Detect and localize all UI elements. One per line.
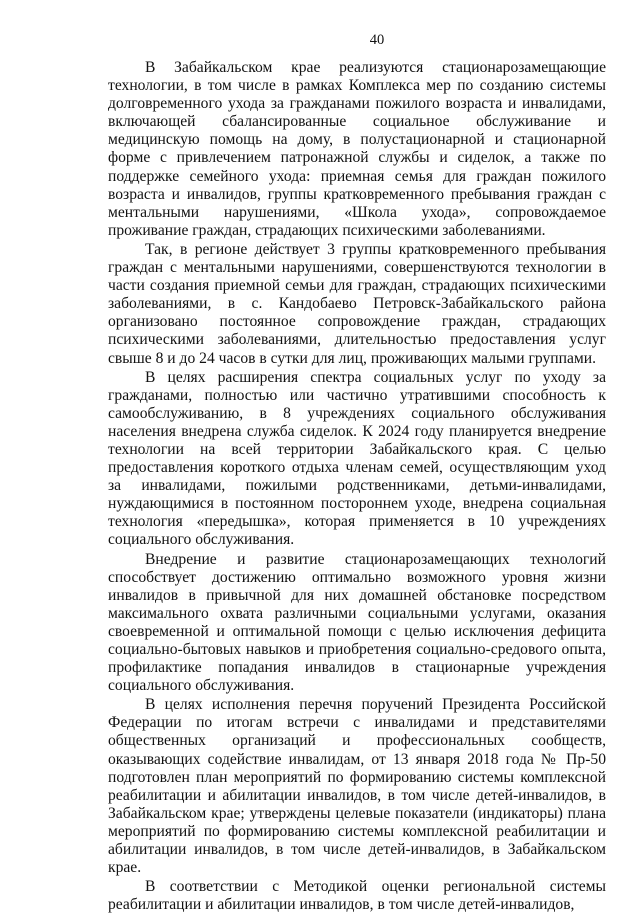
page-number: 40 — [369, 32, 385, 48]
paragraph-methodology: В соответствии с Методикой оценки региональной системы реабилитации и абилитации инвалидов, в том числе детей-инвалидов, — [108, 878, 606, 914]
paragraph-short-stay-groups: Так, в регионе действует 3 группы кратковременного пребывания граждан с ментальными нарушениями, совершенствуются технологии в части создания приемной семьи для граждан, страдающих психическими заболеваниями, в с. Кандобаево Петровск-Забайкальского района организовано постоянное сопровождение граждан, страдающих психическими заболеваниями, длительностью предоставления услуг свыше 8 и до 24 часов в сутки для лиц, проживающих малыми группами. — [108, 240, 606, 367]
paragraph-development-benefits: Внедрение и развитие стационарозамещающих технологий способствует достижению оптимально возможного уровня жизни инвалидов в привычной для них домашней обстановке посредством максимального охвата различными социальными услугами, оказания своевременной и оптимальной помощи с целью исключения дефицита социально-бытовых навыков и приобретения социально-средового опыта, профилактике попадания инвалидов в стационарные учреждения социального обслуживания. — [108, 550, 606, 695]
paragraph-stationary-replacing-technologies: В Забайкальском крае реализуются стационарозамещающие технологии, в том числе в рамках Комплекса мер по созданию системы долговременного ухода за гражданами пожилого возраста и инвалидами, включающей сбалансированные социальное обслуживание и медицинскую помощь на дому, в полустационарной и стационарной форме с привлечением патронажной службы и сиделок, а также по поддержке семейного ухода: приемная семья для граждан пожилого возраста и инвалидов, группы кратковременного пребывания граждан с ментальными нарушениями, «Школа ухода», сопровождаемое проживание граждан, страдающих психическими заболеваниями. — [108, 59, 606, 239]
paragraph-presidential-instructions: В целях исполнения перечня поручений Президента Российской Федерации по итогам встречи с инвалидами и представителями общественных организаций и профессиональных сообществ, оказывающих содействие инвалидам, от 13 января 2018 года № Пр-50 подготовлен план мероприятий по формированию системы комплексной реабилитации и абилитации инвалидов, в том числе детей-инвалидов, в Забайкальском крае; утверждены целевые показатели (индикаторы) плана мероприятий по формированию системы комплексной реабилитации и абилитации инвалидов, в том числе детей-инвалидов, в Забайкальском крае. — [108, 696, 606, 877]
paragraph-caregiver-service: В целях расширения спектра социальных услуг по уходу за гражданами, полностью или частично утратившими способность к самообслуживанию, в 8 учреждениях социального обслуживания населения внедрена служба сиделок. К 2024 году планируется внедрение технологии на всей территории Забайкальского края. С целью предоставления короткого отдыха членам семей, осуществляющим уход за инвалидами, пожилыми родственниками, детьми-инвалидами, нуждающимися в постоянном постороннем уходе, внедрена социальная технология «передышка», которая применяется в 10 учреждениях социального обслуживания. — [108, 368, 606, 549]
